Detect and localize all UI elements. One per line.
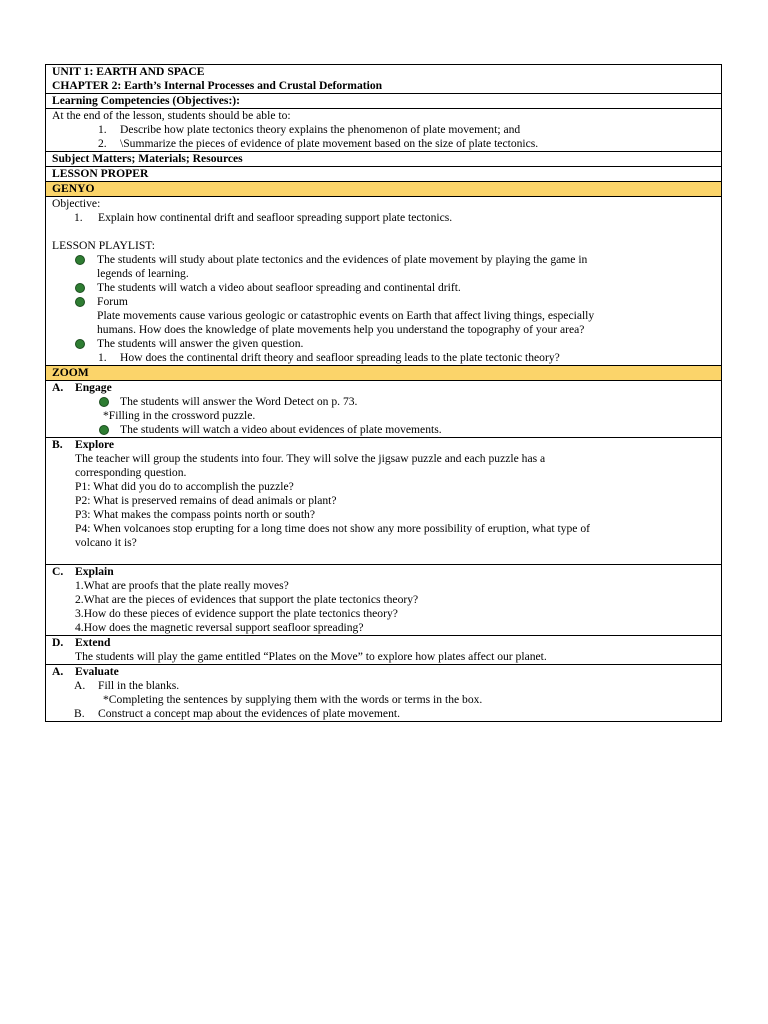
evaluate-row bbox=[46, 665, 722, 722]
green-bullet-icon bbox=[75, 297, 85, 307]
explore-question: P1: What did you do to accomplish the puzzle? bbox=[75, 480, 294, 493]
explain-question: 2.What are the pieces of evidences that support the plate tectonics theory? bbox=[75, 593, 419, 606]
lesson-plan-document bbox=[45, 64, 722, 722]
genyo-heading-row bbox=[46, 182, 722, 197]
green-bullet-icon bbox=[75, 339, 85, 349]
objectives-intro: At the end of the lesson, students should be able to: bbox=[52, 109, 291, 122]
genyo-heading: GENYO bbox=[46, 182, 722, 197]
explain-question: 4.How does the magnetic reversal support seafloor spreading? bbox=[75, 621, 364, 634]
explain-question: 3.How do these pieces of evidence support the plate tectonics theory? bbox=[75, 607, 398, 620]
explain-row bbox=[46, 565, 722, 636]
engage-heading: A. Engage bbox=[52, 381, 112, 394]
genyo-objective-label: Objective: bbox=[52, 197, 101, 210]
explore-row bbox=[46, 438, 722, 565]
objectives-row bbox=[46, 109, 722, 152]
green-bullet-icon bbox=[99, 397, 109, 407]
zoom-heading: ZOOM bbox=[46, 366, 722, 381]
explain-heading: C. Explain bbox=[52, 565, 114, 578]
objective-item: 2. \Summarize the pieces of evidence of plate movement based on the size of plate tectonics. bbox=[98, 137, 539, 150]
playlist-label: LESSON PLAYLIST: bbox=[52, 239, 156, 252]
extend-text: The students will play the game entitled “Plates on the Move” to explore how plates affect our planet. bbox=[75, 650, 547, 663]
evaluate-item: A. Fill in the blanks. bbox=[74, 679, 180, 692]
green-bullet-icon bbox=[99, 425, 109, 435]
lesson-proper-heading: LESSON PROPER bbox=[46, 167, 722, 182]
playlist-item: Forum Plate movements cause various geologic or catastrophic events on Earth that affect living things, especially humans. How does the knowledge of plate movements help you understand the topography of your area? bbox=[52, 295, 715, 337]
objective-item: 1. Describe how plate tectonics theory explains the phenomenon of plate movement; and bbox=[98, 123, 521, 136]
engage-row bbox=[46, 381, 722, 438]
engage-item: The students will answer the Word Detect on p. 73. bbox=[52, 395, 715, 409]
genyo-content-row bbox=[46, 197, 722, 366]
extend-heading: D. Extend bbox=[52, 636, 111, 649]
explore-heading: B. Explore bbox=[52, 438, 115, 451]
playlist-item: The students will watch a video about seafloor spreading and continental drift. bbox=[52, 281, 715, 295]
engage-item: The students will watch a video about evidences of plate movements. bbox=[52, 423, 715, 437]
explore-question: P4: When volcanoes stop erupting for a long time does not show any more possibility of eruption, what type of volcano it is? bbox=[75, 522, 590, 549]
explain-question: 1.What are proofs that the plate really moves? bbox=[75, 579, 289, 592]
evaluate-heading: A. Evaluate bbox=[52, 665, 119, 678]
genyo-objective-item: 1. Explain how continental drift and seafloor spreading support plate tectonics. bbox=[74, 211, 453, 224]
explore-question: P3: What makes the compass points north or south? bbox=[75, 508, 316, 521]
competencies-row bbox=[46, 94, 722, 109]
explore-question: P2: What is preserved remains of dead animals or plant? bbox=[75, 494, 337, 507]
subject-matters-row bbox=[46, 152, 722, 167]
engage-note: *Filling in the crossword puzzle. bbox=[103, 409, 256, 422]
lesson-plan-table bbox=[45, 64, 722, 722]
evaluate-note: *Completing the sentences by supplying them with the words or terms in the box. bbox=[103, 693, 483, 706]
subject-matters-heading: Subject Matters; Materials; Resources bbox=[46, 152, 722, 167]
zoom-heading-row bbox=[46, 366, 722, 381]
green-bullet-icon bbox=[75, 283, 85, 293]
competencies-heading: Learning Competencies (Objectives:): bbox=[46, 94, 722, 109]
green-bullet-icon bbox=[75, 255, 85, 265]
header-row bbox=[46, 65, 722, 94]
unit-title: UNIT 1: EARTH AND SPACE bbox=[52, 65, 205, 78]
chapter-title: CHAPTER 2: Earth’s Internal Processes and Crustal Deformation bbox=[52, 79, 383, 92]
explore-text: The teacher will group the students into four. They will solve the jigsaw puzzle and each puzzle has a corresponding question. bbox=[75, 452, 546, 479]
extend-row bbox=[46, 636, 722, 665]
playlist-item: The students will study about plate tectonics and the evidences of plate movement by playing the game in legends of learning. bbox=[52, 253, 715, 281]
playlist-item: The students will answer the given question. bbox=[52, 337, 715, 351]
lesson-proper-row bbox=[46, 167, 722, 182]
evaluate-item: B. Construct a concept map about the evidences of plate movement. bbox=[74, 707, 400, 720]
playlist-question: 1. How does the continental drift theory and seafloor spreading leads to the plate tectonic theory? bbox=[98, 351, 560, 364]
